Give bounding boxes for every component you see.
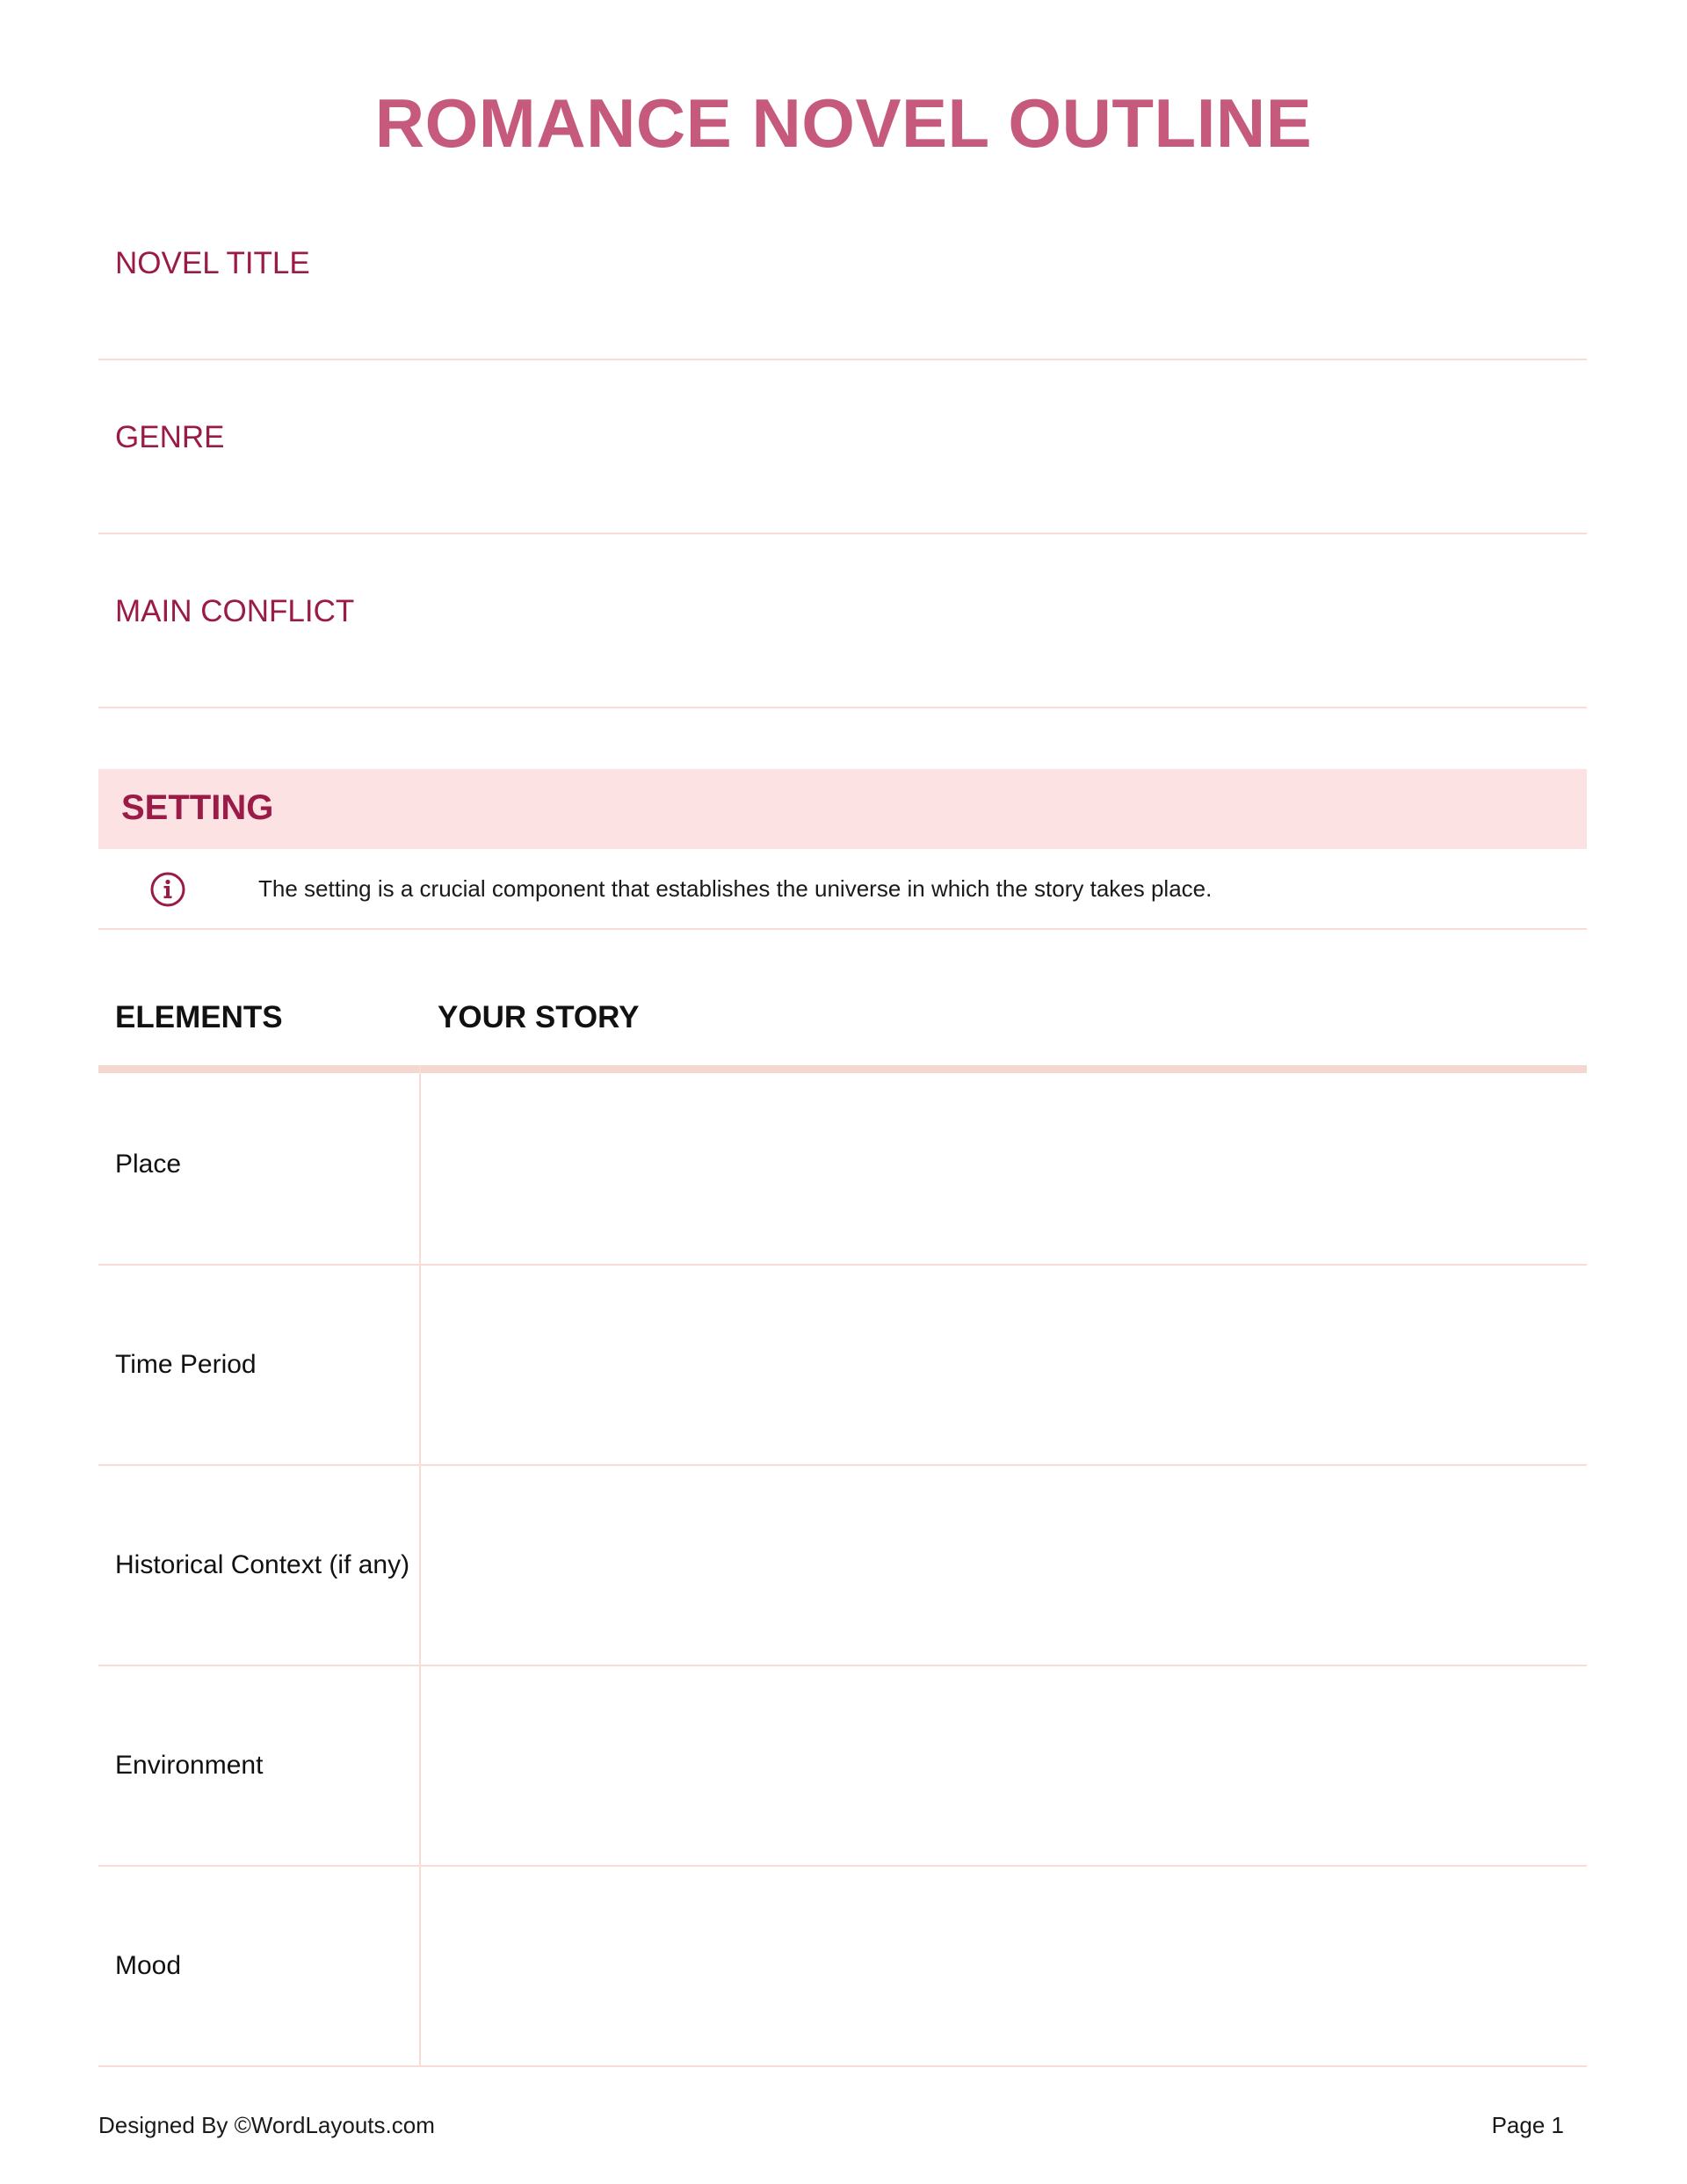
element-label-historical-context: Historical Context (if any) bbox=[115, 1550, 410, 1579]
element-cell bbox=[98, 1466, 421, 1665]
table-row-historical-context bbox=[98, 1466, 1587, 1666]
element-label-time-period: Time Period bbox=[115, 1350, 257, 1379]
table-row-time-period bbox=[98, 1266, 1587, 1466]
genre-label: GENRE bbox=[115, 420, 225, 454]
setting-section-header bbox=[98, 769, 1587, 849]
element-cell bbox=[98, 1867, 421, 2065]
element-label-environment: Environment bbox=[115, 1751, 264, 1780]
setting-table bbox=[98, 1065, 1587, 2067]
main-conflict-label: MAIN CONFLICT bbox=[115, 594, 355, 628]
table-row-environment bbox=[98, 1666, 1587, 1867]
footer-credit: Designed By ©WordLayouts.com bbox=[98, 2112, 435, 2138]
table-header bbox=[98, 967, 1587, 1073]
elements-column-header: ELEMENTS bbox=[115, 1000, 283, 1034]
setting-heading: SETTING bbox=[121, 788, 274, 827]
table-row-place bbox=[98, 1065, 1587, 1266]
element-cell bbox=[98, 1065, 421, 1264]
element-label-place: Place bbox=[115, 1150, 182, 1179]
table-row-mood bbox=[98, 1867, 1587, 2067]
story-cell-time-period[interactable] bbox=[421, 1266, 1587, 1464]
novel-title-field[interactable] bbox=[98, 186, 1587, 360]
genre-field[interactable] bbox=[98, 360, 1587, 534]
story-cell-place[interactable] bbox=[421, 1065, 1587, 1264]
element-cell bbox=[98, 1666, 421, 1865]
story-cell-historical-context[interactable] bbox=[421, 1466, 1587, 1665]
novel-title-label: NOVEL TITLE bbox=[115, 246, 310, 280]
element-label-mood: Mood bbox=[115, 1951, 182, 1980]
setting-info-text: The setting is a crucial component that establishes the universe in which the story takes place. bbox=[258, 875, 1213, 902]
main-conflict-field[interactable] bbox=[98, 534, 1587, 708]
your-story-column-header: YOUR STORY bbox=[438, 1000, 640, 1034]
page-number: Page 1 bbox=[1491, 2112, 1564, 2138]
story-cell-mood[interactable] bbox=[421, 1867, 1587, 2065]
setting-info-row bbox=[98, 849, 1587, 930]
story-cell-environment[interactable] bbox=[421, 1666, 1587, 1865]
page-title: ROMANCE NOVEL OUTLINE bbox=[374, 84, 1313, 162]
element-cell bbox=[98, 1266, 421, 1464]
info-circle-icon bbox=[149, 871, 186, 908]
